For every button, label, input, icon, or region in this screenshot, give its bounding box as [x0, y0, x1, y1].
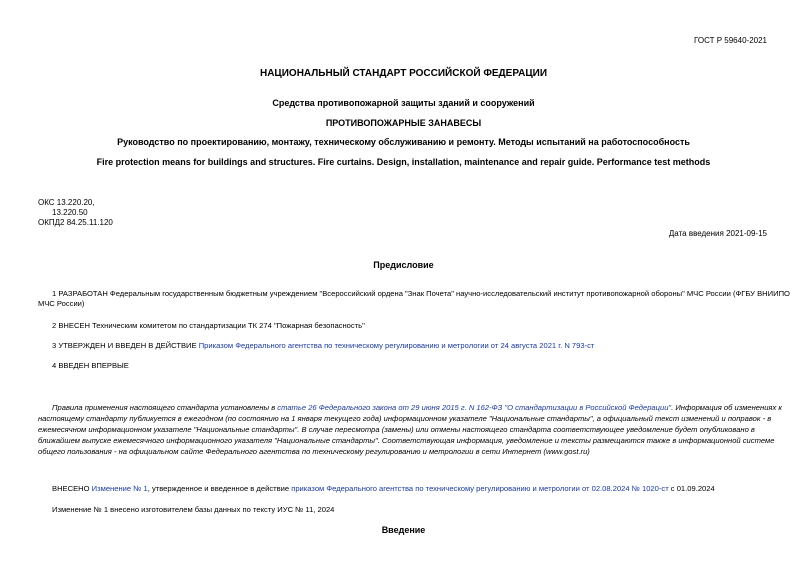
- title-sub: Руководство по проектированию, монтажу, техническому обслуживанию и ремонту. Методы испытаний на работоспособность: [117, 137, 690, 147]
- rules-line-4: ближайшем выпуске ежемесячного информационного указателя "Национальные стандарты". Соответствующая информация, уведомление и тексты размещаются также в информационной системе: [38, 436, 775, 445]
- rules-paragraph: [38, 402, 782, 457]
- rules-text-end: . Информация об изменениях к: [671, 403, 782, 412]
- preface-item-4: 4 ВВЕДЕН ВПЕРВЫЕ: [52, 361, 129, 370]
- introduction-heading: Введение: [381, 525, 426, 535]
- rules-line-2: настоящему стандарту публикуется в ежегодном (по состоянию на 1 января текущего года) информационном указателе "Национальные стандарты", а официальный текст изменений и поправок - в: [38, 414, 772, 423]
- amendment-1-link[interactable]: Изменение № 1: [91, 484, 148, 493]
- okpd-code: ОКПД2 84.25.11.120: [38, 218, 113, 227]
- preface-item-1-text: 1 РАЗРАБОТАН Федеральным государственным бюджетным учреждением "Всероссийский ордена "Знак Почета" научно-исследовательский институт противопожарной обороны" МЧС России (ФГБУ ВНИИПО: [52, 289, 790, 298]
- header-title: НАЦИОНАЛЬНЫЙ СТАНДАРТ РОССИЙСКОЙ ФЕДЕРАЦИИ: [259, 68, 548, 79]
- subtitle: Средства противопожарной защиты зданий и сооружений: [272, 98, 535, 108]
- amendment-prefix: ВНЕСЕНО: [52, 484, 92, 493]
- preface-item-3-text: 3 УТВЕРЖДЕН И ВВЕДЕН В ДЕЙСТВИЕ: [52, 341, 199, 350]
- oks-code-2: 13.220.50: [52, 208, 88, 217]
- amendment-line: [52, 484, 715, 493]
- preface-item-1-cont: МЧС России): [38, 299, 85, 308]
- amendment-mid: , утвержденное и введенное в действие: [147, 484, 292, 493]
- rules-line-3: ежемесячном информационном указателе "Национальные стандарты". В случае пересмотра (замены) или отмены настоящего стандарта соответствующее уведомление будет опубликовано в: [38, 425, 755, 434]
- preface-item-3: [52, 341, 594, 350]
- preface-heading: Предисловие: [373, 260, 434, 270]
- preface-item-1: [52, 289, 790, 298]
- amendment-suffix: с 01.09.2024: [668, 484, 715, 493]
- approval-order-link[interactable]: Приказом Федерального агентства по техническому регулированию и метрологии от 24 августа 2021 г. N 793-ст: [198, 341, 595, 350]
- federal-law-link[interactable]: статье 26 Федерального закона от 29 июня 2015 г. N 162-ФЗ "О стандартизации в Российской Федерации": [277, 403, 672, 412]
- title-main: ПРОТИВОПОЖАРНЫЕ ЗАНАВЕСЫ: [325, 118, 482, 128]
- intro-date: Дата введения 2021-09-15: [668, 229, 767, 238]
- amendment-order-link[interactable]: приказом Федерального агентства по техническому регулированию и метрологии от 02.08.2024 № 1020-ст: [291, 484, 669, 493]
- rules-text: Правила применения настоящего стандарта установлены в: [52, 403, 278, 412]
- oks-code: ОКС 13.220.20,: [38, 198, 95, 207]
- amendment-note: Изменение № 1 внесено изготовителем базы данных по тексту ИУС № 11, 2024: [52, 505, 335, 514]
- preface-item-2: 2 ВНЕСЕН Техническим комитетом по стандартизации ТК 274 "Пожарная безопасность": [52, 321, 365, 330]
- rules-line-5: общего пользования - на официальном сайте Федерального агентства по техническому регулированию и метрологии в сети Интернет (www.gost.ru): [38, 447, 590, 456]
- document-code: ГОСТ Р 59640-2021: [694, 36, 767, 45]
- title-english: Fire protection means for buildings and structures. Fire curtains. Design, installation, maintenance and repair guide. Performance test methods: [96, 157, 711, 167]
